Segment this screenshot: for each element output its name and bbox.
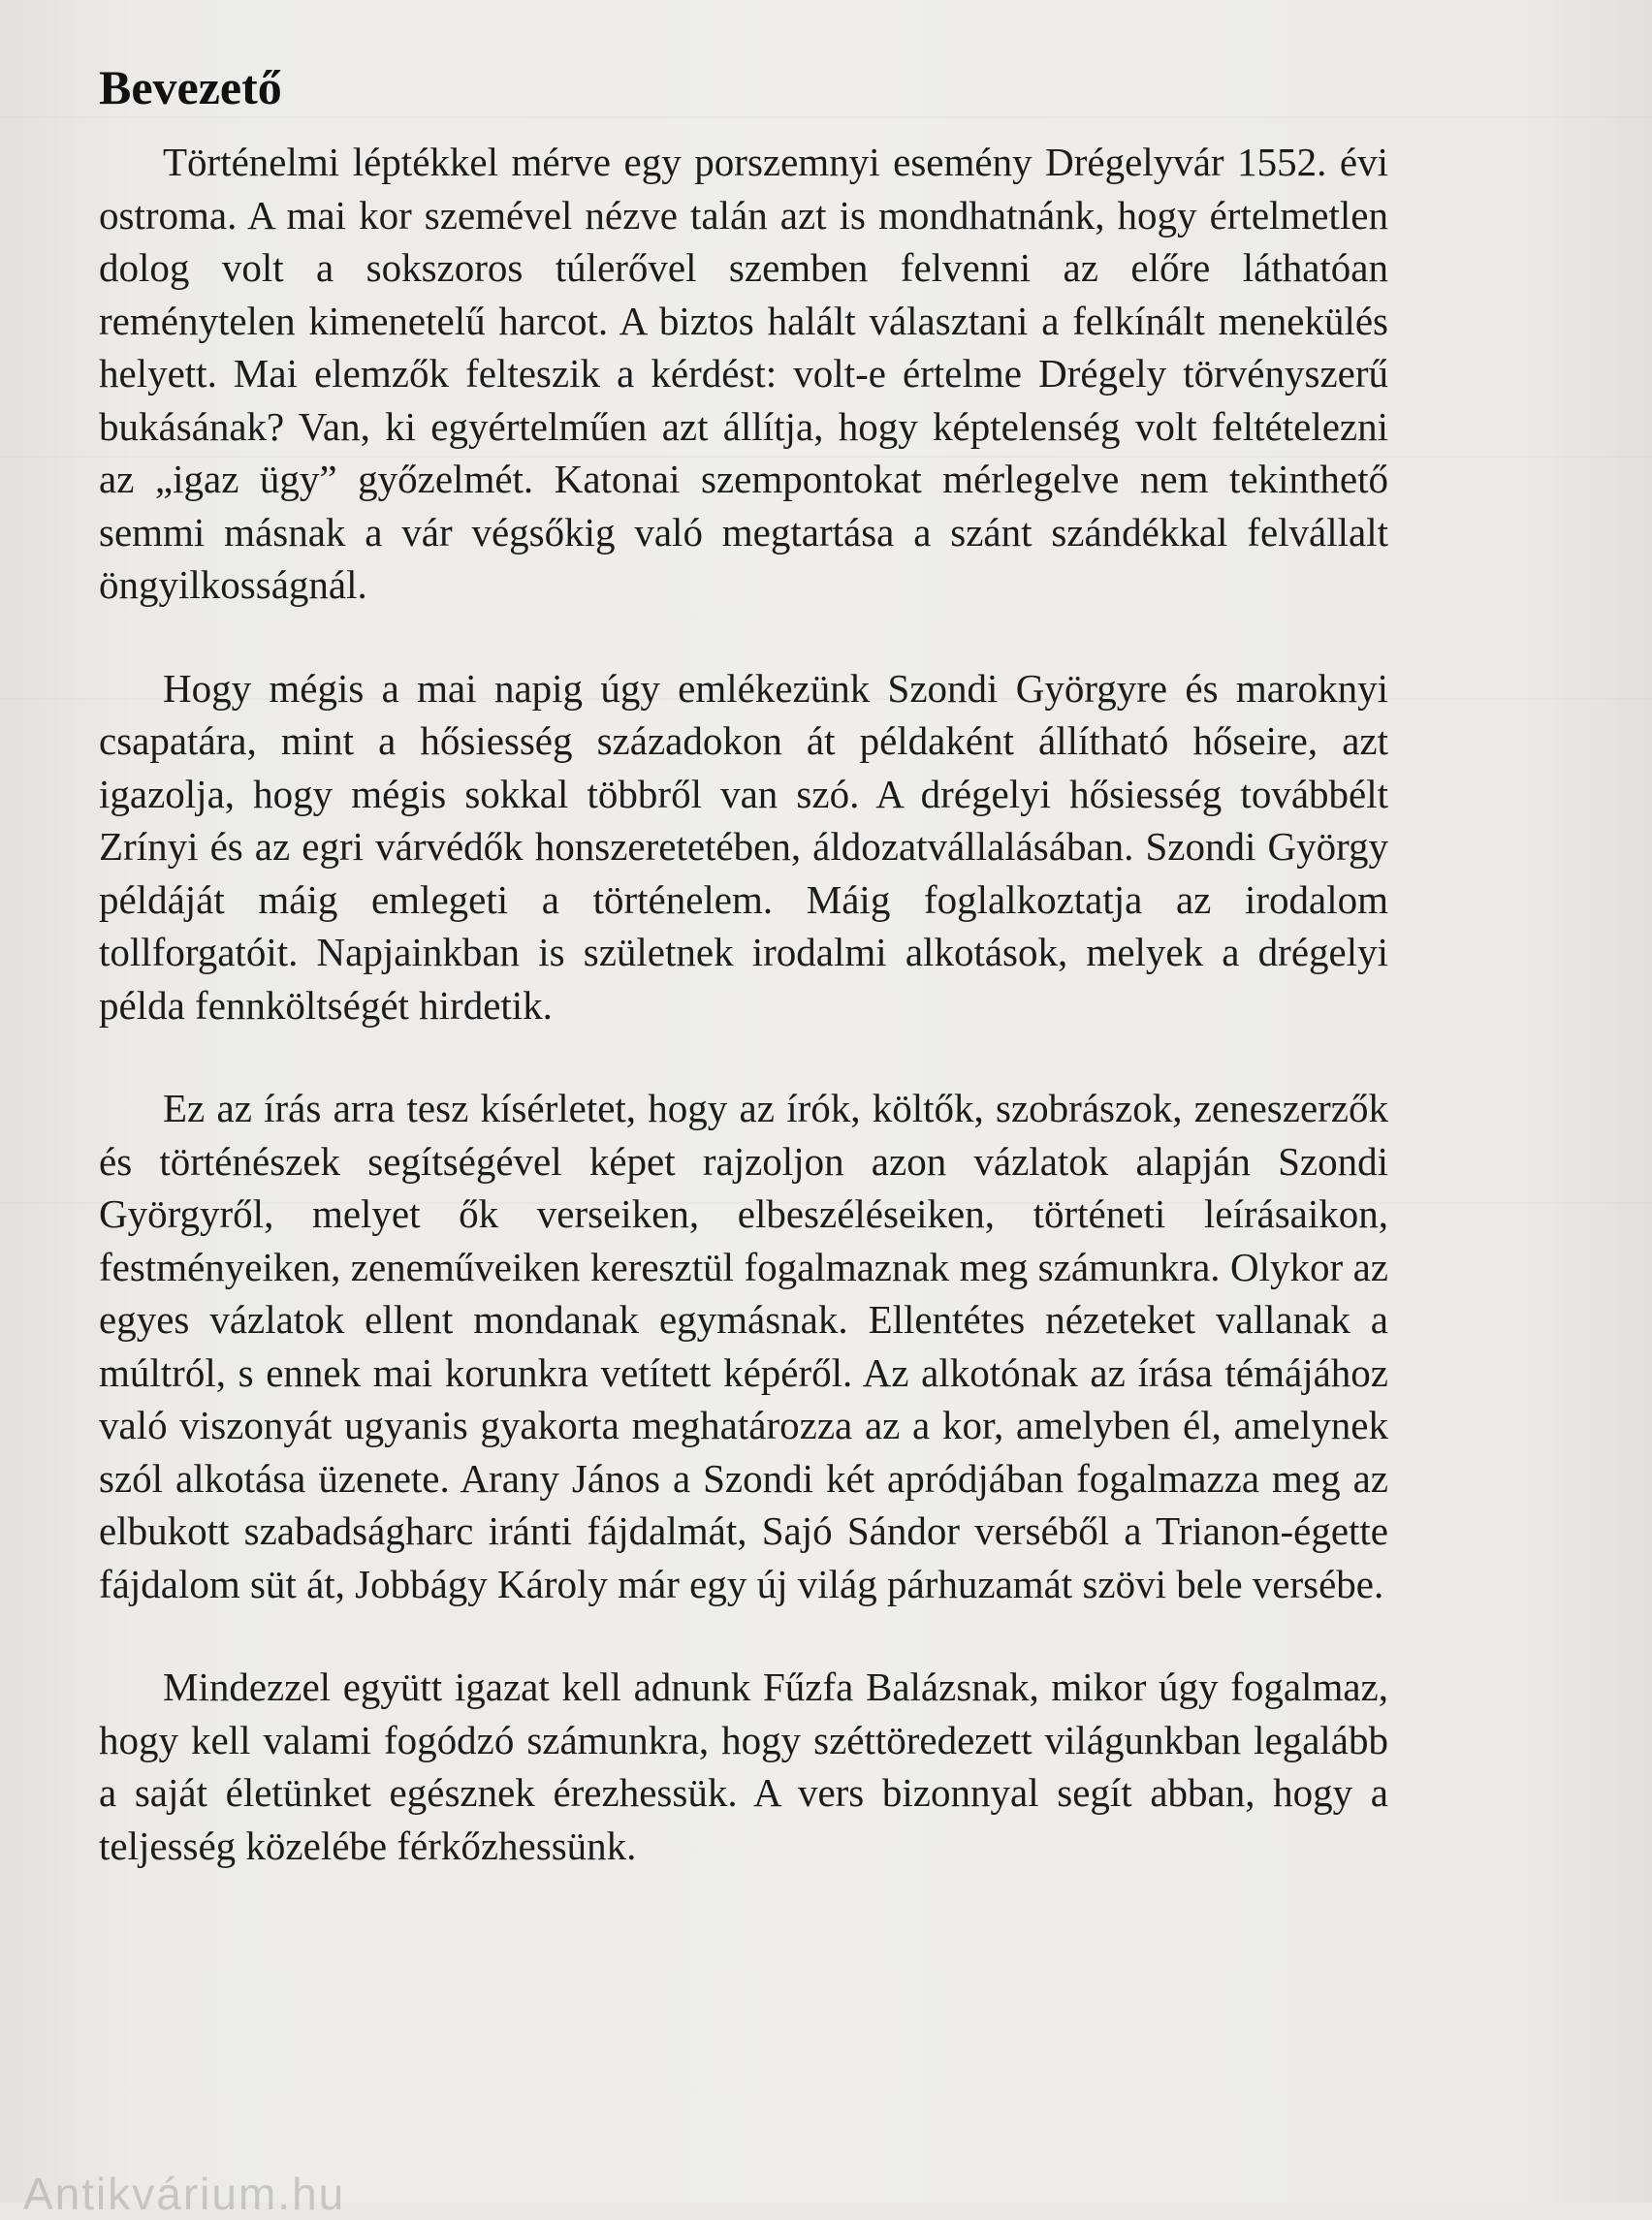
page-text-block bbox=[99, 58, 1388, 1872]
watermark: Antikvárium.hu bbox=[23, 2169, 346, 2219]
paragraph-3: Ez az írás arra tesz kísérletet, hogy az írók, költők, szobrászok, zeneszerzők és történészek segítségével képet rajzoljon azon vázlatok alapján Szondi Györgyről, melyet ők verseiken, elbeszéléseiken, történeti leírásaikon, festményeiken, zeneműveiken keresztül fogalmaznak meg számunkra. Olykor az egyes vázlatok ellent mondanak egymásnak. Ellentétes nézeteket vallanak a múltról, s ennek mai korunkra vetített képéről. Az alkotónak az írása témájához való viszonyát ugyanis gyakorta meghatározza az a kor, amelyben él, amelynek szól alkotása üzenete. Arany János a Szondi két apródjában fogalmazza meg az elbukott szabadságharc iránti fájdalmát, Sajó Sándor verséből a Trianon-égette fájdalom süt át, Jobbágy Károly már egy új világ párhuzamát szövi bele versébe. bbox=[99, 1086, 1388, 1606]
paragraph-1: Történelmi léptékkel mérve egy porszemnyi esemény Drégelyvár 1552. évi ostroma. A mai kor szemével nézve talán azt is mondhatnánk, hogy értelmetlen dolog volt a sokszoros túlerővel szemben felvenni az előre láthatóan reménytelen kimenetelű harcot. A biztos halált választani a felkínált menekülés helyett. Mai elemzők felteszik a kérdést: volt-e értelme Drégely törvényszerű bukásának? Van, ki egyértelműen azt állítja, hogy képtelenség volt feltételezni az „igaz ügy” győzelmét. Katonai szempontokat mérlegelve nem tekinthető semmi másnak a vár végsőkig való megtartása a szánt szándékkal felvállalt öngyilkosságnál. bbox=[99, 140, 1388, 607]
paragraph-2: Hogy mégis a mai napig úgy emlékezünk Szondi Györgyre és maroknyi csapatára, mint a hősiesség századokon át példaként állítható hőseire, azt igazolja, hogy mégis sokkal többről van szó. A drégelyi hősiesség továbbélt Zrínyi és az egri várvédők honszeretetében, áldozatvállalásában. Szondi György példáját máig emlegeti a történelem. Máig foglalkoztatja az irodalom tollforgatóit. Napjainkban is születnek irodalmi alkotások, melyek a drégelyi példa fennköltségét hirdetik. bbox=[99, 665, 1388, 1028]
chapter-heading: Bevezető bbox=[99, 60, 282, 114]
paragraph-4: Mindezzel együtt igazat kell adnunk Fűzfa Balázsnak, mikor úgy fogalmaz, hogy kell valami fogódzó számunkra, hogy széttöredezett világunkban legalább a saját életünket egésznek érezhessük. A vers bizonnyal segít abban, hogy a teljesség közelébe férkőzhessünk. bbox=[99, 1665, 1388, 1868]
